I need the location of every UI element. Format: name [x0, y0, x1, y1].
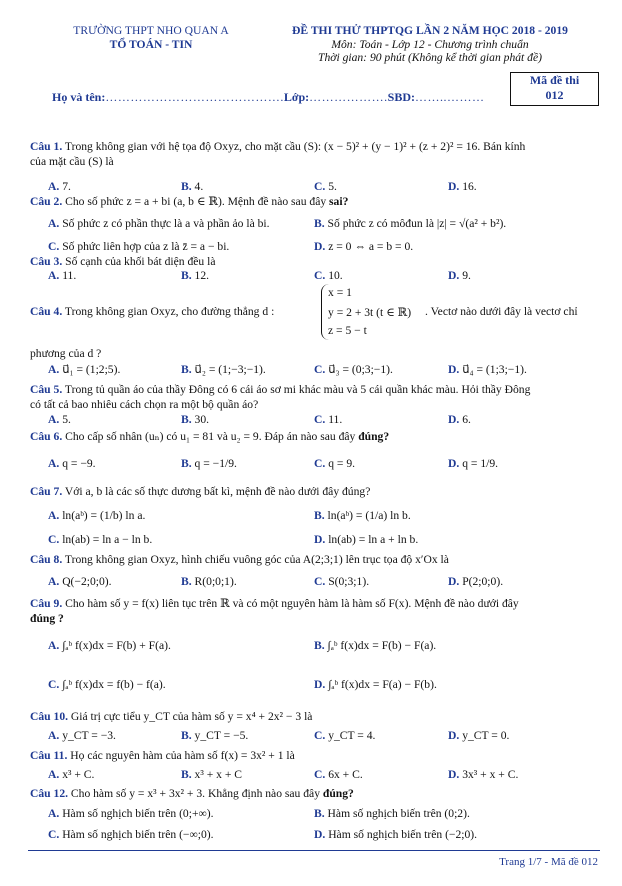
options-row	[48, 179, 608, 194]
question-11	[30, 748, 602, 763]
question-label: Câu 1.	[30, 140, 63, 153]
option-d[interactable]: D. Hàm số nghịch biến trên (−2;0).	[314, 828, 478, 841]
option-b[interactable]: B. Hàm số nghịch biến trên (0;2).	[314, 807, 470, 820]
equation-y: y = 2 + 3t (t ∈ ℝ)	[328, 306, 412, 319]
option-c[interactable]: C. 10.	[314, 269, 343, 282]
question-label: Câu 2.	[30, 195, 63, 208]
exam-code-label: Mã đề thi	[529, 73, 580, 87]
school-name: TRƯỜNG THPT NHO QUAN A	[73, 24, 229, 37]
question-text: Số cạnh của khối bát diện đều là	[62, 255, 216, 268]
option-b[interactable]: B. Số phức z có môđun là |z| = √(a² + b²).	[314, 217, 507, 230]
department-name: TỔ TOÁN - TIN	[109, 38, 193, 51]
student-info-line	[52, 90, 485, 105]
option-a[interactable]: A. 5.	[48, 413, 71, 426]
options-row	[48, 456, 608, 471]
option-a[interactable]: A. Hàm số nghịch biến trên (0;+∞).	[48, 807, 214, 820]
option-a[interactable]: A. Số phức z có phần thực là a và phần ảo là bi.	[48, 217, 270, 230]
question-6	[30, 429, 602, 444]
option-b[interactable]: B. ln(aᵇ) = (1/a) ln b.	[314, 509, 411, 522]
option-a[interactable]: A. q = −9.	[48, 457, 96, 470]
page-footer: Trang 1/7 - Mã đề 012	[499, 856, 598, 868]
options-row	[48, 532, 608, 547]
question-label: Câu 5.	[30, 383, 63, 396]
question-text: Cho cấp số nhân (uₙ) có u₁ = 81 và u₂ = 9. Đáp án nào sau đây	[62, 430, 359, 443]
school-header	[56, 24, 246, 52]
option-b[interactable]: B. q = −1/9.	[181, 457, 237, 470]
question-text-after: . Vectơ nào dưới đây là vectơ chỉ	[425, 305, 578, 318]
option-a[interactable]: A. x³ + C.	[48, 768, 95, 781]
option-a[interactable]: A. ∫ₐᵇ f(x)dx = F(b) + F(a).	[48, 639, 171, 652]
equation-x: x = 1	[328, 286, 352, 299]
name-field[interactable]: …………………………………….	[105, 90, 284, 104]
option-d[interactable]: D. y_CT = 0.	[448, 729, 510, 742]
name-label: Họ và tên:	[52, 90, 106, 104]
question-text: Họ các nguyên hàm của hàm số f(x) = 3x² + 1 là	[67, 749, 295, 762]
option-d[interactable]: D. 9.	[448, 269, 471, 282]
options-row	[48, 767, 608, 782]
exam-code: 012	[545, 88, 564, 102]
question-4-cont	[30, 346, 602, 361]
question-text: Trong không gian Oxyz, hình chiếu vuông góc của A(2;3;1) lên trục tọa độ x′Ox là	[62, 553, 449, 566]
question-label: Câu 4.	[30, 305, 63, 318]
question-text: Cho hàm số y = x³ + 3x² + 3. Khẳng định nào sau đây	[68, 787, 323, 800]
question-label: Câu 8.	[30, 553, 63, 566]
question-text-cont: có tất cả bao nhiêu cách chọn ra một bộ quần áo?	[30, 398, 259, 411]
question-label: Câu 11.	[30, 749, 68, 762]
question-label: Câu 3.	[30, 255, 63, 268]
option-d[interactable]: D. ln(ab) = ln a + ln b.	[314, 533, 419, 546]
option-d[interactable]: D. 6.	[448, 413, 471, 426]
exam-header	[245, 24, 615, 65]
question-emphasis: sai?	[329, 195, 349, 208]
option-b[interactable]: B. 30.	[181, 413, 210, 426]
question-label: Câu 7.	[30, 485, 63, 498]
option-b[interactable]: B. ∫ₐᵇ f(x)dx = F(b) − F(a).	[314, 639, 437, 652]
option-b[interactable]: B. y_CT = −5.	[181, 729, 249, 742]
question-label: Câu 9.	[30, 597, 63, 610]
option-d[interactable]: D. q = 1/9.	[448, 457, 499, 470]
question-9	[30, 596, 602, 626]
class-label: Lớp:	[283, 90, 310, 104]
option-d[interactable]: D. z = 0 ⇔ a = b = 0.	[314, 240, 414, 253]
options-row	[48, 574, 608, 589]
option-d[interactable]: D. u⃗₄ = (1;3;−1).	[448, 363, 527, 376]
question-text: Trong không gian với hệ tọa độ Oxyz, cho mặt cầu (S): (x − 5)² + (y − 1)² + (z + 2)² = 16. Bán kính	[62, 140, 526, 153]
question-5	[30, 382, 602, 412]
exam-code-box	[510, 72, 599, 106]
options-row	[48, 216, 608, 231]
question-12	[30, 786, 602, 801]
question-text: Trong tủ quần áo của thầy Đông có 6 cái áo sơ mi khác màu và 5 cái quần khác màu. Hỏi thầy Đông	[62, 383, 531, 396]
exam-time: Thời gian: 90 phút (Không kể thời gian phát đề)	[318, 51, 542, 64]
exam-subject: Môn: Toán - Lớp 12 - Chương trình chuẩn	[331, 37, 529, 51]
question-text-cont: của mặt cầu (S) là	[30, 155, 114, 168]
option-c[interactable]: C. y_CT = 4.	[314, 729, 376, 742]
question-label: Câu 10.	[30, 710, 69, 723]
option-c[interactable]: C. u⃗₃ = (0;3;−1).	[314, 363, 393, 376]
question-text: Với a, b là các số thực dương bất kì, mệnh đề nào dưới đây đúng?	[62, 485, 371, 498]
line-equation-system	[321, 284, 410, 340]
options-row	[48, 268, 608, 283]
option-c[interactable]: C. 6x + C.	[314, 768, 363, 781]
question-label: Câu 12.	[30, 787, 69, 800]
question-emphasis: đúng ?	[30, 612, 64, 625]
option-a[interactable]: A. 7.	[48, 180, 71, 193]
option-d[interactable]: D. ∫ₐᵇ f(x)dx = F(a) − F(b).	[314, 678, 437, 691]
question-text-cont: phương của d ?	[30, 347, 102, 360]
options-row	[48, 239, 608, 254]
question-2	[30, 194, 602, 209]
option-d[interactable]: D. 3x³ + x + C.	[448, 768, 519, 781]
option-c[interactable]: C. 11.	[314, 413, 343, 426]
class-field[interactable]: ……………….	[309, 90, 388, 104]
options-row	[48, 638, 608, 653]
option-b[interactable]: B. 12.	[181, 269, 210, 282]
option-a[interactable]: A. Q(−2;0;0).	[48, 575, 112, 588]
question-8	[30, 552, 602, 567]
options-row	[48, 806, 608, 821]
question-10	[30, 709, 602, 724]
option-a[interactable]: A. u⃗₁ = (1;2;5).	[48, 363, 121, 376]
option-c[interactable]: C. S(0;3;1).	[314, 575, 370, 588]
options-row	[48, 728, 608, 743]
footer-divider	[28, 850, 600, 851]
options-row	[48, 362, 608, 377]
question-3	[30, 254, 602, 269]
question-7	[30, 484, 602, 499]
option-d[interactable]: D. P(2;0;0).	[448, 575, 504, 588]
option-b[interactable]: B. 4.	[181, 180, 204, 193]
option-b[interactable]: B. x³ + x + C	[181, 768, 243, 781]
option-a[interactable]: A. 11.	[48, 269, 77, 282]
options-row	[48, 508, 608, 523]
question-text: Cho hàm số y = f(x) liên tục trên ℝ và có một nguyên hàm là hàm số F(x). Mệnh đề nào dưới đây	[62, 597, 519, 610]
question-emphasis: đúng?	[322, 787, 354, 800]
exam-title: ĐỀ THI THỬ THPTQG LẦN 2 NĂM HỌC 2018 - 2019	[292, 24, 568, 37]
option-c[interactable]: C. Số phức liên hợp của z là z̄ = a − bi.	[48, 240, 230, 253]
options-row	[48, 827, 608, 842]
question-1	[30, 139, 602, 169]
option-c[interactable]: C. ln(ab) = ln a − ln b.	[48, 533, 153, 546]
option-c[interactable]: C. 5.	[314, 180, 337, 193]
option-a[interactable]: A. ln(aᵇ) = (1/b) ln a.	[48, 509, 146, 522]
option-b[interactable]: B. u⃗₂ = (1;−3;−1).	[181, 363, 266, 376]
options-row	[48, 412, 608, 427]
equation-z: z = 5 − t	[328, 324, 367, 337]
sbd-field[interactable]: ……..………	[415, 90, 485, 104]
option-c[interactable]: C. Hàm số nghịch biến trên (−∞;0).	[48, 828, 214, 841]
question-text: Cho số phức z = a + bi (a, b ∈ ℝ). Mệnh đề nào sau đây	[62, 195, 330, 208]
option-b[interactable]: B. R(0;0;1).	[181, 575, 237, 588]
options-row	[48, 677, 608, 692]
option-a[interactable]: A. y_CT = −3.	[48, 729, 116, 742]
option-c[interactable]: C. ∫ₐᵇ f(x)dx = f(b) − f(a).	[48, 678, 166, 691]
question-text: Trong không gian Oxyz, cho đường thẳng d :	[62, 305, 275, 318]
option-d[interactable]: D. 16.	[448, 180, 477, 193]
question-text: Giá trị cực tiểu y_CT của hàm số y = x⁴ + 2x² − 3 là	[68, 710, 313, 723]
question-emphasis: đúng?	[358, 430, 390, 443]
question-label: Câu 6.	[30, 430, 63, 443]
sbd-label: SBD:	[387, 90, 415, 104]
option-c[interactable]: C. q = 9.	[314, 457, 356, 470]
